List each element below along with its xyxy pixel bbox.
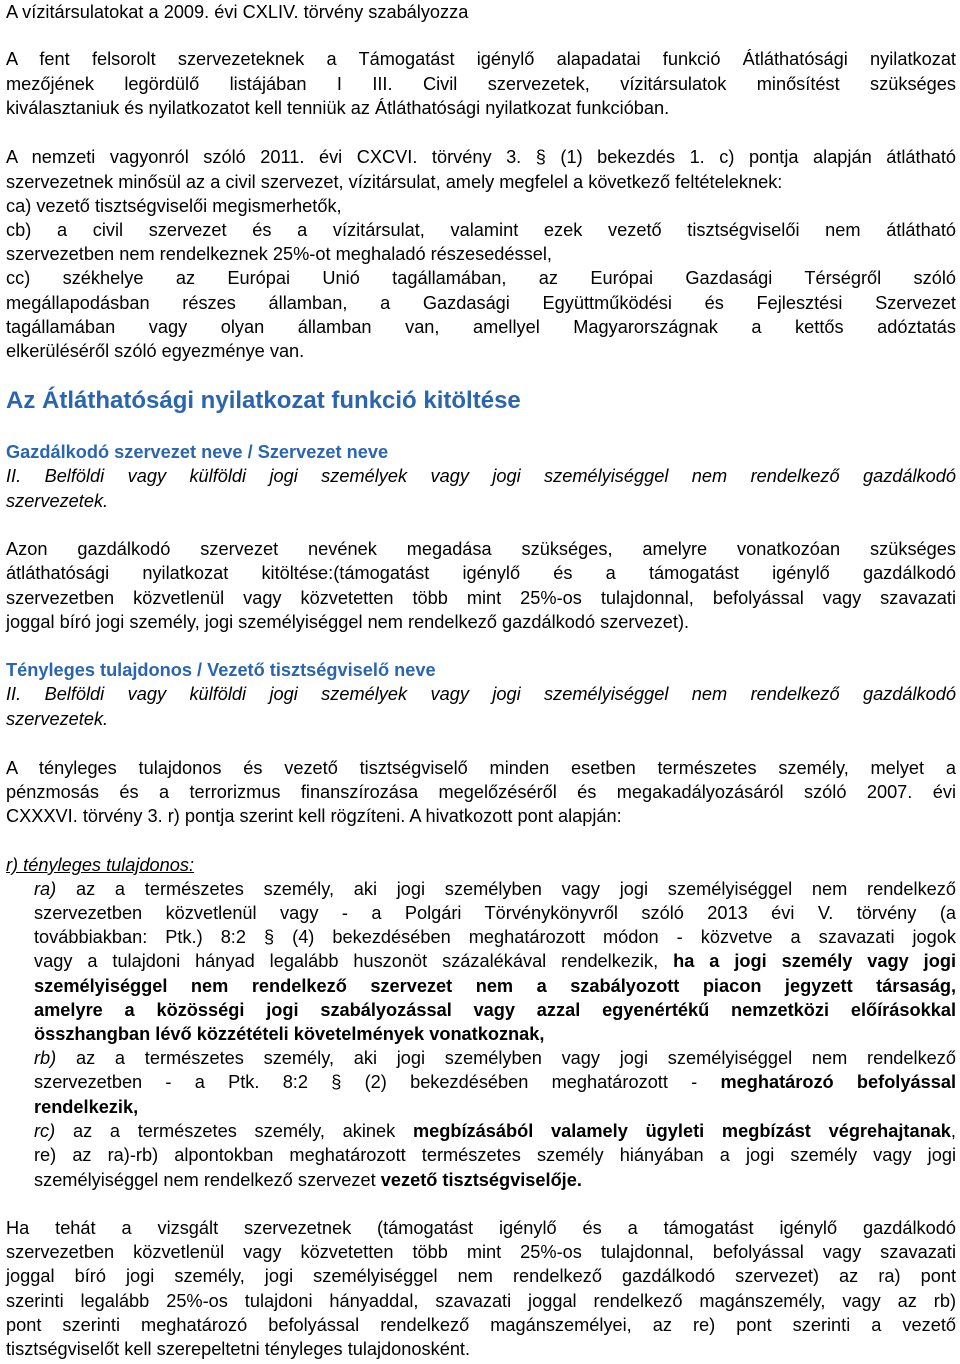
paragraph-line: szervezetben közvetlenül vagy közvetetten több mint 25%-os tulajdonnal, befolyással vagy szavazati — [6, 1242, 956, 1262]
definition-rc-text: az a természetes személy, akinek — [55, 1121, 413, 1141]
definition-rc-text: , — [950, 1121, 956, 1141]
definition-heading: r) tényleges tulajdonos: — [6, 855, 195, 875]
subheading-organization-name: Gazdálkodó szervezet neve / Szervezet neve — [6, 442, 389, 462]
definition-rc-emphasis: megbízásából valamely ügyleti megbízást végrehajtanak — [412, 1121, 951, 1141]
paragraph-line: pénzmosás és a terrorizmus finanszírozása megelőzéséről és megakadályozásáról szóló 2007. évi — [6, 782, 956, 802]
subheading-detail-line: szervezetek. — [6, 709, 109, 729]
definition-rb-line: rendelkezik, — [34, 1097, 139, 1117]
subheading-detail-line: szervezetek. — [6, 491, 109, 511]
definition-ra-line: szervezetben közvetlenül vagy - a Polgári Törvénykönyvről szóló 2013 évi V. törvény (a — [34, 903, 956, 923]
definition-rb-line — [34, 1070, 956, 1095]
definition-ra-label: ra) — [34, 879, 57, 899]
paragraph-line: szervezetben nem rendelkeznek 25%-ot meghaladó részesedéssel, — [6, 244, 552, 264]
definition-re-emphasis: vezető tisztségviselője. — [380, 1170, 582, 1190]
definition-re-line: re) az ra)-rb) alpontokban meghatározott természetes személy hiányában a jogi személy vagy jogi — [34, 1145, 956, 1165]
definition-ra-line — [34, 949, 956, 974]
paragraph-line: A fent felsorolt szervezeteknek a Támogatást igénylő alapadatai funkció Átláthatósági nyilatkozat — [6, 49, 956, 69]
definition-rc-line — [34, 1119, 956, 1144]
paragraph-line: CXXXVI. törvény 3. r) pontja szerint kell rögzíteni. A hivatkozott pont alapján: — [6, 806, 622, 826]
paragraph-line: elkerüléséről szóló egyezménye van. — [6, 341, 305, 361]
paragraph-line: A nemzeti vagyonról szóló 2011. évi CXCVI. törvény 3. § (1) bekezdés 1. c) pontja alapján átlátható — [6, 147, 956, 167]
definition-ra-text: vagy a tulajdoni hányad legalább huszonöt százalékával rendelkezik, — [34, 951, 674, 971]
definition-rc-label: rc) — [34, 1121, 56, 1141]
definition-rb-label: rb) — [34, 1048, 57, 1068]
subheading-beneficial-owner: Tényleges tulajdonos / Vezető tisztségviselő neve — [6, 660, 436, 680]
subheading-detail-line: II. Belföldi vagy külföldi jogi személyek vagy jogi személyiséggel nem rendelkező gazdálkodó — [6, 466, 956, 486]
paragraph-line: ca) vezető tisztségviselői megismerhetők, — [6, 196, 342, 216]
paragraph-line: pont szerinti meghatározó befolyással rendelkező magánszemélyei, az re) pont szerinti a vezető — [6, 1315, 956, 1335]
paragraph-line: joggal bíró jogi személy, jogi személyiséggel nem rendelkező gazdálkodó szervezet). — [6, 612, 690, 632]
definition-rb-line — [34, 1046, 956, 1071]
intro-line: A vízitársulatokat a 2009. évi CXLIV. törvény szabályozza — [6, 2, 469, 22]
paragraph-line: tagállamában vagy olyan államban van, amellyel Magyarországnak a kettős adóztatás — [6, 317, 956, 337]
paragraph-line: A tényleges tulajdonos és vezető tisztségviselő minden esetben természetes személy, melyet a — [6, 758, 956, 778]
paragraph-line: cb) a civil szervezet és a vízitársulat, valamint ezek vezető tisztségviselői nem átlátható — [6, 220, 956, 240]
subheading-detail-line: II. Belföldi vagy külföldi jogi személyek vagy jogi személyiséggel nem rendelkező gazdálkodó — [6, 684, 956, 704]
definition-ra-line — [34, 877, 956, 902]
definition-rb-emphasis: meghatározó befolyással — [720, 1072, 956, 1092]
paragraph-line: joggal bíró jogi személy, jogi személyiséggel nem rendelkező gazdálkodó szervezet) az ra) pont — [6, 1266, 956, 1286]
paragraph-line: szervezetnek minősül az a civil szervezet, vízitársulat, amely megfelel a következő feltételeknek: — [6, 172, 783, 192]
paragraph-line: tisztségviselőt kell szerepeltetni tényleges tulajdonosként. — [6, 1339, 471, 1359]
paragraph-line: Ha tehát a vizsgált szervezetnek (támogatást igénylő és a támogatást igénylő gazdálkodó — [6, 1218, 956, 1238]
paragraph-line: szervezetben közvetlenül vagy közvetetten több mint 25%-os tulajdonnal, befolyással vagy szavazati — [6, 588, 956, 608]
definition-ra-line: személyiséggel nem rendelkező szervezet nem a szabályozott piacon jegyzett társaság, — [34, 976, 956, 996]
paragraph-line: átláthatósági nyilatkozat kitöltése:(támogatást igénylő és a támogatást igénylő gazdálkodó — [6, 563, 956, 583]
paragraph-line: megállapodásban részes államban, a Gazdasági Együttműködési és Fejlesztési Szervezet — [6, 293, 956, 313]
definition-re-text: személyiséggel nem rendelkező szervezet — [34, 1170, 381, 1190]
definition-rb-text: az a természetes személy, aki jogi személyben vagy jogi személyiséggel nem rendelkező — [56, 1048, 956, 1068]
definition-ra-line: továbbiakban: Ptk.) 8:2 § (4) bekezdésében meghatározott módon - közvetve a szavazati jogok — [34, 927, 956, 947]
paragraph-line: Azon gazdálkodó szervezet nevének megadása szükséges, amelyre vonatkozóan szükséges — [6, 539, 956, 559]
definition-ra-text: az a természetes személy, aki jogi személyben vagy jogi személyiséggel nem rendelkező — [56, 879, 956, 899]
section-heading: Az Átláthatósági nyilatkozat funkció kitöltése — [6, 387, 521, 414]
definition-ra-emphasis: ha a jogi személy vagy jogi — [673, 951, 956, 971]
paragraph-line: kiválasztaniuk és nyilatkozatot kell tenniük az Átláthatósági nyilatkozat funkcióban. — [6, 98, 670, 118]
paragraph-line: cc) székhelye az Európai Unió tagállamában, az Európai Gazdasági Térségről szóló — [6, 268, 956, 288]
definition-ra-line: összhangban lévő közzétételi követelmények vonatkoznak, — [34, 1024, 545, 1044]
paragraph-line: szerinti legalább 25%-os tulajdoni hányaddal, szavazati joggal rendelkező magánszemély, vagy az rb) — [6, 1291, 956, 1311]
definition-rb-text: szervezetben - a Ptk. 8:2 § (2) bekezdésében meghatározott - — [34, 1072, 721, 1092]
definition-re-line — [34, 1168, 956, 1193]
paragraph-line: mezőjének legördülő listájában I III. Civil szervezetek, vízitársulatok minősítést szükséges — [6, 74, 956, 94]
definition-ra-line: amelyre a közösségi jogi szabályozással vagy azzal egyenértékű nemzetközi előírásokkal — [34, 1000, 956, 1020]
